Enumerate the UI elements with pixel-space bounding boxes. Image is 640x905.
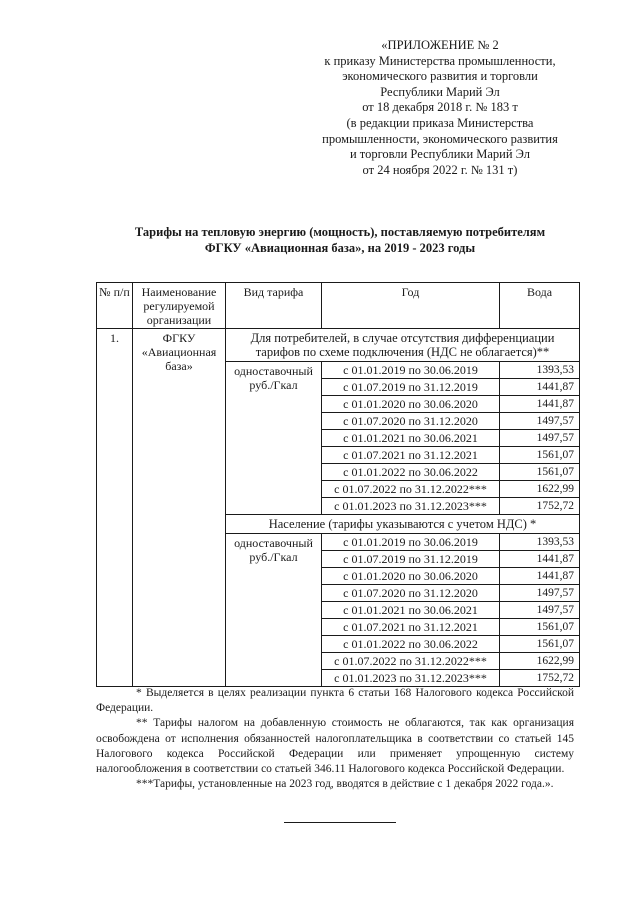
header-num: № п/п (97, 283, 133, 329)
appendix-line: и торговли Республики Марий Эл (349, 147, 531, 162)
period-cell: с 01.01.2021 по 30.06.2021 (322, 602, 500, 619)
appendix-header (290, 38, 590, 178)
appendix-line: от 24 ноября 2022 г. № 131 т) (362, 162, 518, 177)
water-value-cell: 1622,99 (500, 653, 580, 670)
appendix-line: от 18 декабря 2018 г. № 183 т (362, 100, 518, 115)
separator-line (284, 822, 396, 823)
appendix-line: «ПРИЛОЖЕНИЕ № 2 (381, 38, 499, 52)
tariff-type: одноставочный руб./Гкал (226, 362, 322, 515)
period-cell: с 01.01.2023 по 31.12.2023*** (322, 498, 500, 515)
appendix-line: промышленности, экономического развития (322, 131, 558, 146)
appendix-line: Республики Марий Эл (380, 84, 500, 99)
appendix-line: (в редакции приказа Министерства (346, 115, 534, 130)
group-title-row (97, 329, 580, 362)
period-cell: с 01.07.2019 по 31.12.2019 (322, 379, 500, 396)
water-value-cell: 1561,07 (500, 464, 580, 481)
period-cell: с 01.01.2021 по 30.06.2021 (322, 430, 500, 447)
tariff-table (96, 282, 580, 687)
period-cell: с 01.07.2021 по 31.12.2021 (322, 619, 500, 636)
period-cell: с 01.01.2019 по 30.06.2019 (322, 362, 500, 379)
water-value-cell: 1393,53 (500, 362, 580, 379)
title-line-1: Тарифы на тепловую энергию (мощность), поставляемую потребителям (134, 225, 546, 239)
table-body (97, 329, 580, 687)
period-cell: с 01.07.2022 по 31.12.2022*** (322, 653, 500, 670)
header-water: Вода (500, 283, 580, 329)
water-value-cell: 1441,87 (500, 551, 580, 568)
water-value-cell: 1752,72 (500, 670, 580, 687)
period-cell: с 01.07.2021 по 31.12.2021 (322, 447, 500, 464)
table-header-row (97, 283, 580, 329)
period-cell: с 01.01.2019 по 30.06.2019 (322, 534, 500, 551)
water-value-cell: 1441,87 (500, 568, 580, 585)
period-cell: с 01.07.2020 по 31.12.2020 (322, 585, 500, 602)
group-title: Для потребителей, в случае отсутствия дифференциации тарифов по схеме подключения (НДС не облагается)** (226, 329, 580, 362)
water-value-cell: 1441,87 (500, 379, 580, 396)
water-value-cell: 1497,57 (500, 413, 580, 430)
header-org: Наименование регулируемой организации (133, 283, 226, 329)
document-title (90, 224, 590, 256)
water-value-cell: 1622,99 (500, 481, 580, 498)
footnote-2023: ***Тарифы, установленные на 2023 год, вводятся в действие с 1 декабря 2022 года.». (136, 778, 554, 791)
row-number: 1. (97, 329, 133, 687)
water-value-cell: 1561,07 (500, 636, 580, 653)
period-cell: с 01.07.2020 по 31.12.2020 (322, 413, 500, 430)
footnote-vat: * Выделяется в целях реализации пункта 6 статьи 168 Налогового кодекса Российской Федерации. (96, 687, 574, 715)
water-value-cell: 1561,07 (500, 447, 580, 464)
title-line-2: ФГКУ «Авиационная база», на 2019 - 2023 годы (204, 241, 476, 255)
header-year: Год (322, 283, 500, 329)
header-type: Вид тарифа (226, 283, 322, 329)
period-cell: с 01.01.2022 по 30.06.2022 (322, 636, 500, 653)
period-cell: с 01.01.2022 по 30.06.2022 (322, 464, 500, 481)
period-cell: с 01.07.2022 по 31.12.2022*** (322, 481, 500, 498)
period-cell: с 01.01.2023 по 31.12.2023*** (322, 670, 500, 687)
appendix-line: к приказу Министерства промышленности, (324, 53, 556, 68)
period-cell: с 01.07.2019 по 31.12.2019 (322, 551, 500, 568)
appendix-line: экономического развития и торговли (342, 69, 538, 84)
footnote-exempt: ** Тарифы налогом на добавленную стоимость не облагаются, так как организация освобождена от исполнения обязанностей налогоплательщика в соответствии со статьей 145 Налогового кодекса Российской Федерации или применяет упрощенную систему налогообложения в соответствии со статьей 346.11 Налогового кодекса Российской Федерации. (96, 717, 574, 776)
water-value-cell: 1752,72 (500, 498, 580, 515)
tariff-type: одноставочный руб./Гкал (226, 534, 322, 687)
period-cell: с 01.01.2020 по 30.06.2020 (322, 568, 500, 585)
period-cell: с 01.01.2020 по 30.06.2020 (322, 396, 500, 413)
water-value-cell: 1561,07 (500, 619, 580, 636)
water-value-cell: 1393,53 (500, 534, 580, 551)
water-value-cell: 1441,87 (500, 396, 580, 413)
water-value-cell: 1497,57 (500, 602, 580, 619)
water-value-cell: 1497,57 (500, 585, 580, 602)
group-title: Население (тарифы указываются с учетом НДС) * (226, 515, 580, 534)
water-value-cell: 1497,57 (500, 430, 580, 447)
footnotes (96, 686, 574, 792)
organization-name: ФГКУ «Авиационная база» (133, 329, 226, 687)
